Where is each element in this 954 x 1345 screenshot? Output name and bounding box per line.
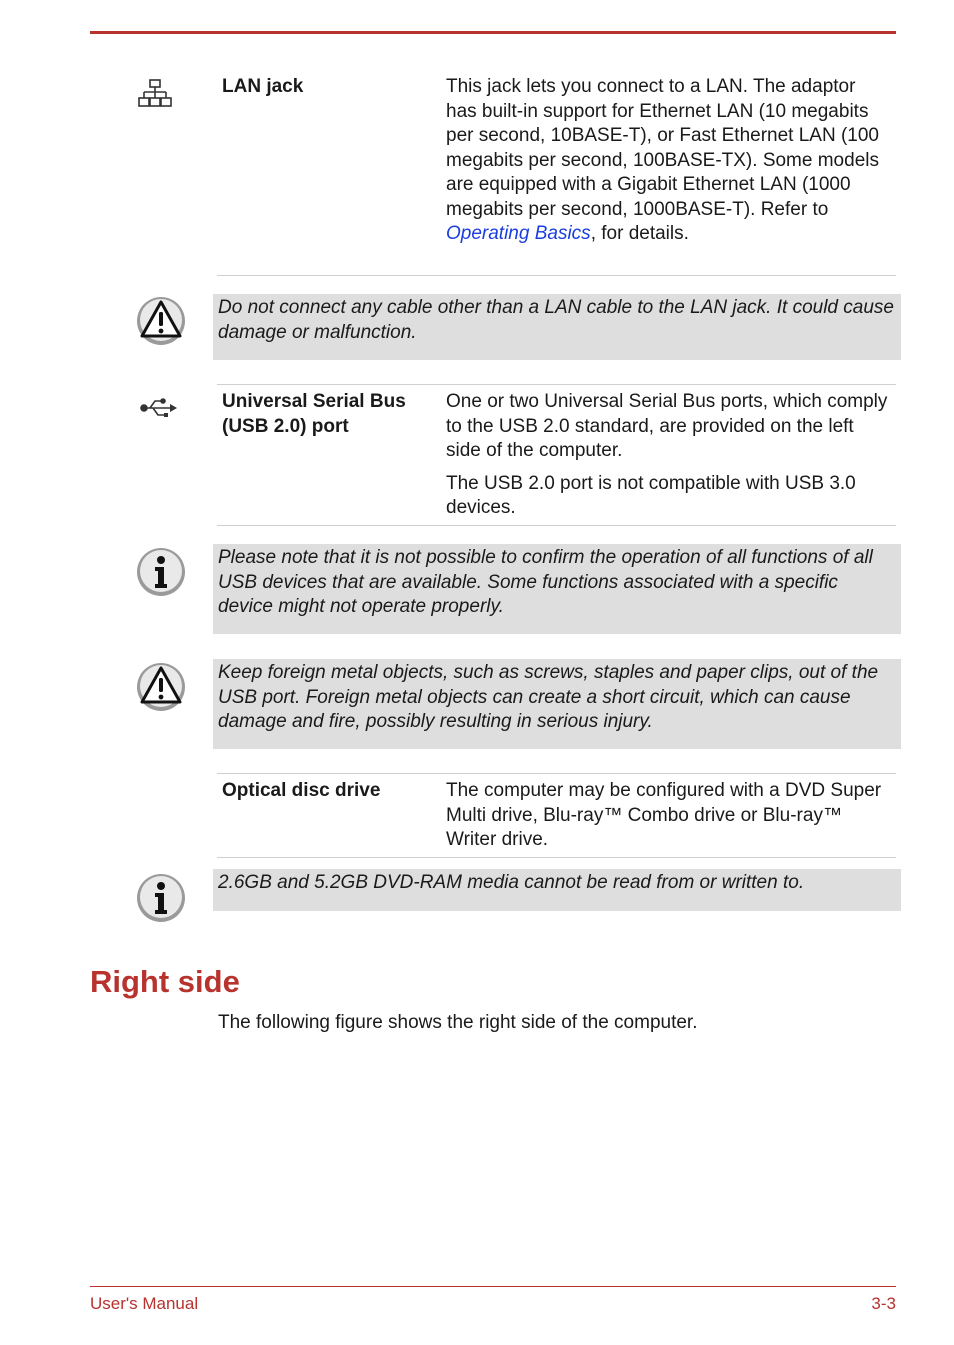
warning-icon (136, 662, 186, 712)
row-divider (217, 773, 896, 774)
lan-jack-description (446, 75, 891, 247)
operating-basics-link[interactable]: Operating Basics (446, 223, 591, 244)
dvd-info-note: 2.6GB and 5.2GB DVD-RAM media cannot be read from or written to. (213, 869, 901, 911)
lan-jack-term: LAN jack (222, 76, 304, 97)
info-icon (136, 873, 186, 923)
footer-rule (90, 1286, 896, 1287)
info-icon (136, 547, 186, 597)
header-rule (90, 31, 896, 34)
usb-icon (140, 398, 178, 418)
optical-drive-description: The computer may be configured with a DVD Super Multi drive, Blu-ray™ Combo drive or Blu-ray™ Writer drive. (446, 780, 882, 850)
caution-usb-note: Keep foreign metal objects, such as screws, staples and paper clips, out of the USB port. Foreign metal objects can create a short circuit, which can cause damage and fire, possibly resulting in serious injury. (213, 659, 901, 749)
usb-desc-paragraph: The USB 2.0 port is not compatible with USB 3.0 devices. (446, 472, 856, 518)
section-heading: Right side (90, 964, 240, 999)
network-icon (138, 78, 172, 110)
page-number: 3-3 (871, 1294, 896, 1313)
usb-info-note: Please note that it is not possible to confirm the operation of all functions of all USB devices that are available. Some functions associated with a specific device might not operate properly. (213, 544, 901, 634)
usb-port-description (446, 390, 891, 521)
footer-title: User's Manual (90, 1294, 199, 1313)
section-intro: The following figure shows the right side of the computer. (218, 1012, 698, 1033)
usb-desc-paragraph: One or two Universal Serial Bus ports, which comply to the USB 2.0 standard, are provided on the left side of the computer. (446, 391, 888, 461)
row-divider (217, 384, 896, 385)
usb-term-line2: (USB 2.0) port (222, 415, 349, 437)
row-divider (217, 857, 896, 858)
warning-icon (136, 296, 186, 346)
optical-drive-term: Optical disc drive (222, 780, 381, 801)
lan-desc-tail: , for details. (590, 223, 689, 244)
lan-desc-text: This jack lets you connect to a LAN. The adaptor has built-in support for Ethernet LAN (10 megabits per second, 10BASE-T), or Fast Ethernet LAN (100 megabits per second, 100BASE-TX). Some models are equipped with a Gigabit Ethernet LAN (1000 megabits per second, 1000BASE-T). Refer to (446, 76, 879, 220)
row-divider (217, 525, 896, 526)
usb-term-line1: Universal Serial Bus (222, 391, 406, 412)
row-divider (217, 275, 896, 276)
usb-port-term (222, 390, 432, 439)
caution-lan-note: Do not connect any cable other than a LAN cable to the LAN jack. It could cause damage or malfunction. (213, 294, 901, 360)
